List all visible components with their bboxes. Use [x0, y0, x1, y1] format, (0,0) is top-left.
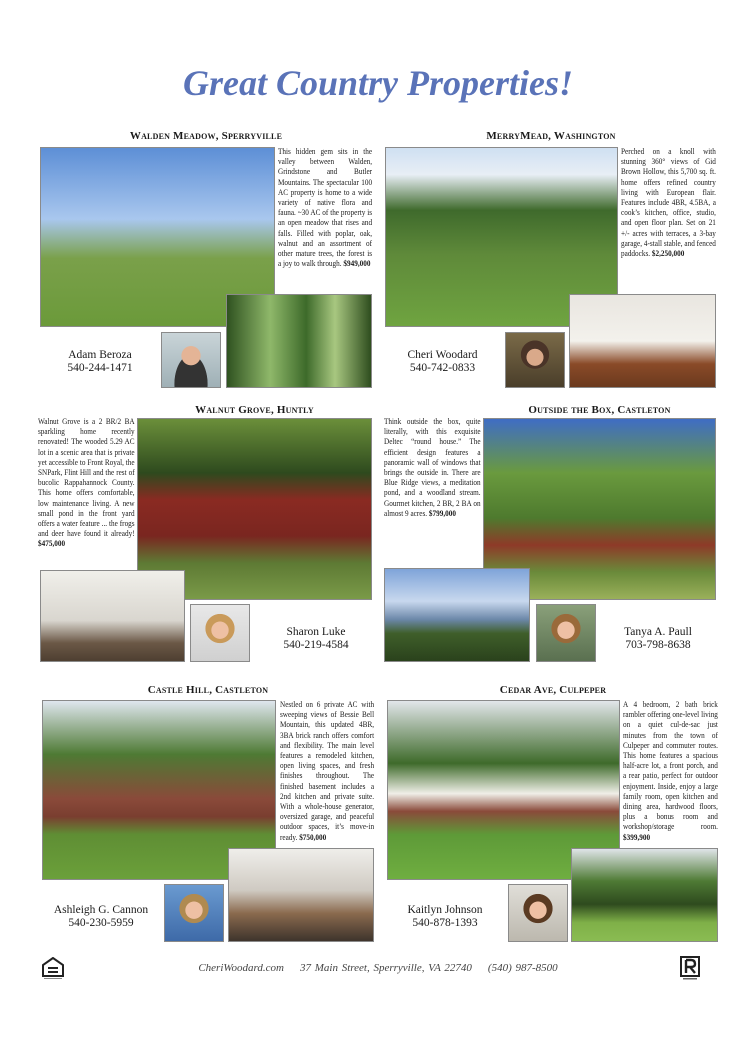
agent-info [256, 626, 376, 652]
agent-name: Tanya A. Paull [624, 626, 692, 638]
listing-heading: Outside the Box, Castleton [528, 404, 671, 416]
agent-photo [508, 884, 568, 942]
agent-info [385, 904, 505, 930]
property-photo-secondary [384, 568, 530, 662]
agent-phone: 540-878-1393 [412, 917, 478, 929]
listing-heading: Walnut Grove, Huntly [195, 404, 314, 416]
agent-phone: 540-219-4584 [283, 639, 349, 651]
listing-price: $2,250,000 [651, 248, 685, 259]
property-photo-secondary [569, 294, 716, 388]
agent-name: Cheri Woodard [407, 349, 478, 361]
listing-description: Nestled on 6 private AC with sweeping views of Bessie Bell Mountain, this updated 4BR, 3BA brick ranch offers comfort and flexibility. The main level features a remodeled kitchen, open living spaces, and fresh finishes throughout. The finished basement includes a 2nd kitchen and private suite. With a whole-house generator, oversized garage, and peaceful outdoor spaces, it’s move-in ready. $750,000 [280, 699, 375, 842]
property-photo-secondary [228, 848, 374, 942]
agent-name: Ashleigh G. Cannon [53, 904, 149, 916]
listing-heading: Cedar Ave, Culpeper [499, 684, 607, 696]
agent-info [40, 349, 160, 375]
listing-description: Walnut Grove is a 2 BR/2 BA sparkling home recently renovated! The wooded 5.29 AC lot in a scenic area that is private yet accessible to Front Royal, the SNPark, Flint Hill and the rest of bucolic Rappahannock County. This home offers comfortable, low maintenance living. A new small pond in the front yard offers a water feature ... the frogs and deer have found it already! $475,000 [38, 416, 135, 549]
property-photo-secondary [226, 294, 372, 388]
agent-phone: 540-230-5959 [68, 917, 134, 929]
agent-name: Adam Beroza [68, 349, 132, 361]
agent-phone: 540-742-0833 [409, 362, 476, 374]
footer-website[interactable]: CheriWoodard.com [198, 962, 284, 974]
agent-info [600, 626, 716, 652]
agent-photo [190, 604, 250, 662]
page-title: Great Country Properties! [182, 63, 574, 103]
agent-photo [505, 332, 565, 388]
listing-price: $399,900 [623, 831, 651, 842]
listing-description: Perched on a knoll with stunning 360° views of Gid Brown Hollow, this 5,700 sq. ft. home offers refined country living with European flair. Features include 4BR, 4.5BA, a cook’s kitchen, office, studio, and open floor plan. Set on 21 +/- acres with terraces, a 3-bay garage, 4-stall stable, and fenced paddocks. $2,250,000 [621, 146, 716, 259]
realtor-icon [680, 956, 700, 987]
agent-phone: 703-798-8638 [625, 639, 691, 651]
listing-description: This hidden gem sits in the valley between Walden, Grindstone and Butler Mountains. The spectacular 100 AC property is home to a wide variety of native flora and fauna. ~30 AC of the property is an open meadow that rises and falls. Filled with poplar, oak, walnut and an assortment of other mature trees, the forest is a joy to walk through. $949,000 [278, 146, 373, 269]
agent-name: Sharon Luke [286, 626, 346, 638]
property-photo-secondary [571, 848, 718, 942]
property-photo-secondary [40, 570, 185, 662]
agent-info [40, 904, 162, 930]
listing-price: $475,000 [38, 538, 66, 549]
listing-price: $799,000 [428, 507, 456, 518]
listing-heading: MerryMead, Washington [486, 130, 616, 142]
listing-price: $949,000 [343, 258, 371, 269]
listing-heading: Walden Meadow, Sperryville [129, 130, 283, 142]
listing-heading: Castle Hill, Castleton [147, 684, 269, 696]
agent-phone: 540-244-1471 [67, 362, 133, 374]
agent-photo [164, 884, 224, 942]
listing-description: A 4 bedroom, 2 bath brick rambler offering one-level living on a quiet cul-de-sac just minutes from the town of Culpeper and commuter routes. This home features a spacious half-acre lot, a front porch, and a rear patio, perfect for outdoor enjoyment. Inside, enjoy a large family room, open kitchen and dining area, hardwood floors, plus a bonus room and workshop/storage room. $399,900 [623, 699, 718, 842]
agent-info [385, 349, 500, 375]
listing-price: $750,000 [299, 831, 327, 842]
footer-phone: (540) 987-8500 [487, 962, 558, 974]
footer-address: 37 Main Street, Sperryville, VA 22740 [300, 962, 472, 974]
footer-contact [0, 962, 756, 974]
agent-photo [161, 332, 221, 388]
agent-photo [536, 604, 596, 662]
agent-name: Kaitlyn Johnson [407, 904, 483, 916]
listing-description: Think outside the box, quite literally, with this exquisite Deltec “round house.” The efficient design features a panoramic wall of windows that brings the outside in. There are Blue Ridge views, a meditation pond, and a woodland stream. Gourmet kitchen, 2 BR, 2 BA on almost 9 acres. $799,000 [384, 416, 481, 518]
